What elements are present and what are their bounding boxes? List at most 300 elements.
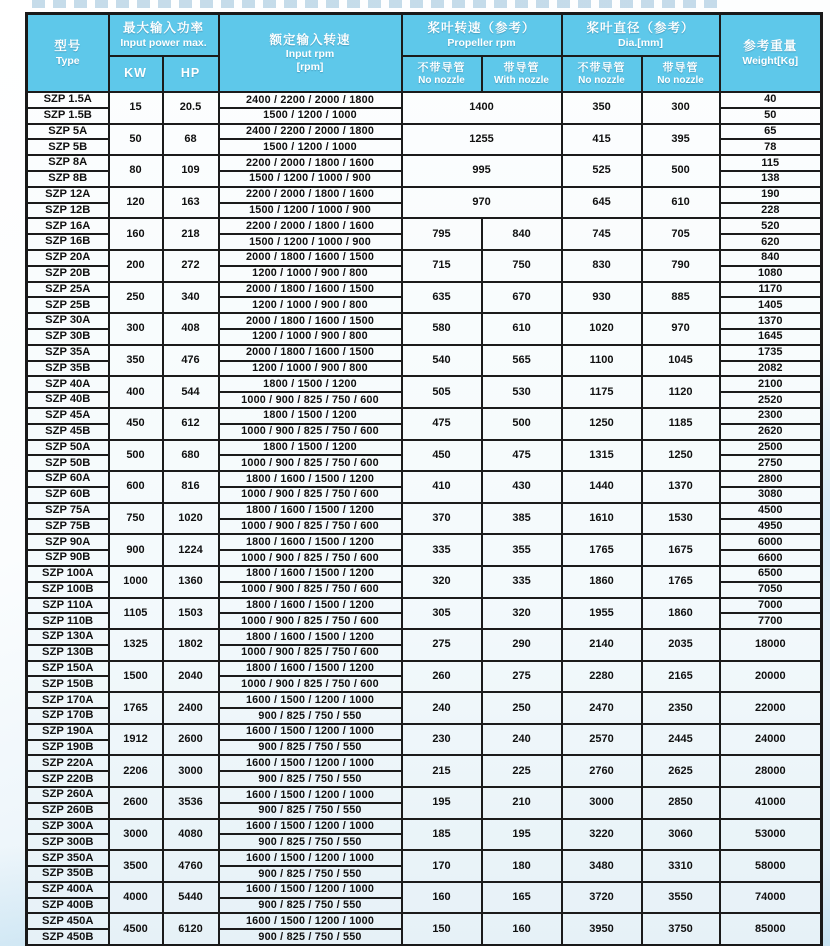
propeller-rpm-with-nozzle-cell: 355 — [482, 534, 562, 566]
type-cell: SZP 20B — [27, 266, 109, 282]
weight-cell: 7700 — [720, 613, 822, 629]
dia-no-nozzle-cell: 745 — [562, 218, 642, 250]
propeller-rpm-no-nozzle-cell: 335 — [402, 534, 482, 566]
col-header-dia — [562, 14, 720, 57]
input-rpm-cell: 2000 / 1800 / 1600 / 1500 — [219, 282, 402, 298]
input-rpm-cell: 1000 / 900 / 825 / 750 / 600 — [219, 455, 402, 471]
type-cell: SZP 5A — [27, 124, 109, 140]
type-cell: SZP 60B — [27, 487, 109, 503]
weight-cell: 18000 — [720, 629, 822, 661]
propeller-rpm-no-nozzle-cell: 305 — [402, 598, 482, 630]
type-cell: SZP 12B — [27, 203, 109, 219]
hp-cell: 6120 — [163, 913, 219, 945]
hp-cell: 5440 — [163, 882, 219, 914]
input-rpm-cell: 1600 / 1500 / 1200 / 1000 — [219, 724, 402, 740]
weight-cell: 2500 — [720, 440, 822, 456]
propeller-rpm-with-nozzle-cell: 530 — [482, 376, 562, 408]
col-header-input-power — [109, 14, 219, 57]
dia-no-nozzle-en: No nozzle — [578, 74, 625, 86]
col-header-type-en: Type — [55, 54, 80, 67]
dia-no-nozzle-cell: 830 — [562, 250, 642, 282]
propeller-no-nozzle-zh: 不带导管 — [417, 61, 466, 74]
input-rpm-cell: 1800 / 1600 / 1500 / 1200 — [219, 534, 402, 550]
dia-no-nozzle-cell: 1020 — [562, 313, 642, 345]
type-cell: SZP 130A — [27, 629, 109, 645]
weight-cell: 3080 — [720, 487, 822, 503]
dia-with-nozzle-cell: 1860 — [642, 598, 720, 630]
input-rpm-cell: 900 / 825 / 750 / 550 — [219, 898, 402, 914]
table-row — [27, 787, 822, 803]
dia-with-nozzle-cell: 1120 — [642, 376, 720, 408]
kw-cell: 3000 — [109, 819, 163, 851]
hp-cell: 272 — [163, 250, 219, 282]
col-header-input-rpm-unit: [rpm] — [296, 60, 324, 73]
input-rpm-cell: 1200 / 1000 / 900 / 800 — [219, 266, 402, 282]
dia-no-nozzle-cell: 415 — [562, 124, 642, 156]
type-cell: SZP 40A — [27, 376, 109, 392]
type-cell: SZP 190B — [27, 740, 109, 756]
input-rpm-cell: 1500 / 1200 / 1000 / 900 — [219, 234, 402, 250]
input-rpm-cell: 1800 / 1600 / 1500 / 1200 — [219, 503, 402, 519]
type-cell: SZP 170B — [27, 708, 109, 724]
hp-cell: 476 — [163, 345, 219, 377]
type-cell: SZP 300B — [27, 834, 109, 850]
input-rpm-cell: 1800 / 1600 / 1500 / 1200 — [219, 598, 402, 614]
weight-cell: 2300 — [720, 408, 822, 424]
table-row — [27, 218, 822, 234]
propeller-rpm-with-nozzle-cell: 160 — [482, 913, 562, 945]
col-header-kw — [109, 56, 163, 92]
weight-cell: 40 — [720, 92, 822, 108]
dia-no-nozzle-cell: 1315 — [562, 440, 642, 472]
propeller-rpm-cell: 970 — [402, 187, 562, 219]
type-cell: SZP 1.5B — [27, 108, 109, 124]
type-cell: SZP 350B — [27, 866, 109, 882]
input-rpm-cell: 1600 / 1500 / 1200 / 1000 — [219, 913, 402, 929]
hp-cell: 4080 — [163, 819, 219, 851]
propeller-rpm-no-nozzle-cell: 185 — [402, 819, 482, 851]
table-row — [27, 882, 822, 898]
input-rpm-cell: 1600 / 1500 / 1200 / 1000 — [219, 819, 402, 835]
weight-cell: 7050 — [720, 582, 822, 598]
type-cell: SZP 100A — [27, 566, 109, 582]
type-cell: SZP 8B — [27, 171, 109, 187]
table-row — [27, 850, 822, 866]
hp-cell: 163 — [163, 187, 219, 219]
type-cell: SZP 16B — [27, 234, 109, 250]
propeller-rpm-with-nozzle-cell: 210 — [482, 787, 562, 819]
propeller-rpm-with-nozzle-cell: 320 — [482, 598, 562, 630]
weight-cell: 2520 — [720, 392, 822, 408]
col-header-input-power-zh: 最大输入功率 — [122, 20, 204, 35]
propeller-rpm-with-nozzle-cell: 750 — [482, 250, 562, 282]
kw-cell: 1000 — [109, 566, 163, 598]
propeller-rpm-cell: 1255 — [402, 124, 562, 156]
dia-with-nozzle-cell: 3310 — [642, 850, 720, 882]
hp-cell: 1360 — [163, 566, 219, 598]
kw-cell: 1765 — [109, 692, 163, 724]
input-rpm-cell: 2000 / 1800 / 1600 / 1500 — [219, 313, 402, 329]
propeller-rpm-with-nozzle-cell: 500 — [482, 408, 562, 440]
type-cell: SZP 130B — [27, 645, 109, 661]
type-cell: SZP 300A — [27, 819, 109, 835]
weight-cell: 115 — [720, 155, 822, 171]
propeller-rpm-with-nozzle-cell: 180 — [482, 850, 562, 882]
propeller-rpm-no-nozzle-cell: 450 — [402, 440, 482, 472]
type-cell: SZP 350A — [27, 850, 109, 866]
weight-cell: 1080 — [720, 266, 822, 282]
propeller-rpm-no-nozzle-cell: 370 — [402, 503, 482, 535]
propeller-with-nozzle-en: With nozzle — [494, 74, 549, 86]
weight-cell: 620 — [720, 234, 822, 250]
cropped-header-text — [32, 0, 722, 8]
propeller-rpm-no-nozzle-cell: 275 — [402, 629, 482, 661]
col-header-weight — [720, 14, 822, 93]
propeller-rpm-no-nozzle-cell: 540 — [402, 345, 482, 377]
hp-cell: 408 — [163, 313, 219, 345]
input-rpm-cell: 2200 / 2000 / 1800 / 1600 — [219, 218, 402, 234]
table-row — [27, 661, 822, 677]
type-cell: SZP 16A — [27, 218, 109, 234]
col-header-propeller-rpm-en: Propeller rpm — [447, 36, 516, 49]
input-rpm-cell: 1800 / 1600 / 1500 / 1200 — [219, 661, 402, 677]
col-header-dia-zh: 桨叶直径（参考） — [586, 20, 695, 35]
col-header-propeller-rpm — [402, 14, 562, 57]
type-cell: SZP 30B — [27, 329, 109, 345]
type-cell: SZP 450B — [27, 929, 109, 945]
input-rpm-cell: 1600 / 1500 / 1200 / 1000 — [219, 692, 402, 708]
weight-cell: 2620 — [720, 424, 822, 440]
type-cell: SZP 5B — [27, 139, 109, 155]
type-cell: SZP 40B — [27, 392, 109, 408]
propeller-rpm-no-nozzle-cell: 580 — [402, 313, 482, 345]
dia-no-nozzle-cell: 3000 — [562, 787, 642, 819]
propeller-rpm-no-nozzle-cell: 635 — [402, 282, 482, 314]
input-rpm-cell: 1000 / 900 / 825 / 750 / 600 — [219, 550, 402, 566]
dia-with-nozzle-en: No nozzle — [657, 74, 704, 86]
kw-cell: 2206 — [109, 755, 163, 787]
input-rpm-cell: 2400 / 2200 / 2000 / 1800 — [219, 124, 402, 140]
kw-cell: 600 — [109, 471, 163, 503]
propeller-rpm-with-nozzle-cell: 225 — [482, 755, 562, 787]
input-rpm-cell: 1600 / 1500 / 1200 / 1000 — [219, 882, 402, 898]
spec-table-body — [27, 92, 822, 946]
weight-cell: 6500 — [720, 566, 822, 582]
input-rpm-cell: 1500 / 1200 / 1000 / 900 — [219, 203, 402, 219]
dia-with-nozzle-cell: 1675 — [642, 534, 720, 566]
table-row — [27, 92, 822, 108]
table-row — [27, 187, 822, 203]
table-row — [27, 724, 822, 740]
kw-cell: 120 — [109, 187, 163, 219]
type-cell: SZP 260B — [27, 803, 109, 819]
kw-cell: 350 — [109, 345, 163, 377]
propeller-rpm-no-nozzle-cell: 150 — [402, 913, 482, 945]
propeller-rpm-with-nozzle-cell: 250 — [482, 692, 562, 724]
propeller-rpm-with-nozzle-cell: 475 — [482, 440, 562, 472]
input-rpm-cell: 1000 / 900 / 825 / 750 / 600 — [219, 582, 402, 598]
kw-cell: 50 — [109, 124, 163, 156]
col-header-input-power-en: Input power max. — [120, 36, 207, 49]
table-row — [27, 124, 822, 140]
weight-cell: 58000 — [720, 850, 822, 882]
dia-with-nozzle-cell: 2445 — [642, 724, 720, 756]
spec-table — [25, 12, 823, 946]
dia-no-nozzle-cell: 350 — [562, 92, 642, 124]
table-row — [27, 313, 822, 329]
dia-with-nozzle-cell: 2350 — [642, 692, 720, 724]
weight-cell: 1645 — [720, 329, 822, 345]
input-rpm-cell: 1500 / 1200 / 1000 — [219, 139, 402, 155]
hp-cell: 1802 — [163, 629, 219, 661]
type-cell: SZP 30A — [27, 313, 109, 329]
weight-cell: 6000 — [720, 534, 822, 550]
input-rpm-cell: 900 / 825 / 750 / 550 — [219, 740, 402, 756]
propeller-rpm-no-nozzle-cell: 475 — [402, 408, 482, 440]
type-cell: SZP 1.5A — [27, 92, 109, 108]
type-cell: SZP 60A — [27, 471, 109, 487]
dia-with-nozzle-cell: 1045 — [642, 345, 720, 377]
weight-cell: 840 — [720, 250, 822, 266]
weight-cell: 41000 — [720, 787, 822, 819]
table-row — [27, 819, 822, 835]
propeller-rpm-with-nozzle-cell: 275 — [482, 661, 562, 693]
input-rpm-cell: 1000 / 900 / 825 / 750 / 600 — [219, 676, 402, 692]
col-header-kw-label: KW — [124, 66, 147, 81]
kw-cell: 450 — [109, 408, 163, 440]
kw-cell: 400 — [109, 376, 163, 408]
table-row — [27, 282, 822, 298]
dia-no-nozzle-cell: 1765 — [562, 534, 642, 566]
kw-cell: 3500 — [109, 850, 163, 882]
dia-with-nozzle-cell: 1765 — [642, 566, 720, 598]
dia-with-nozzle-cell: 3750 — [642, 913, 720, 945]
input-rpm-cell: 1000 / 900 / 825 / 750 / 600 — [219, 645, 402, 661]
weight-cell: 4500 — [720, 503, 822, 519]
input-rpm-cell: 1200 / 1000 / 900 / 800 — [219, 297, 402, 313]
dia-with-nozzle-cell: 1185 — [642, 408, 720, 440]
weight-cell: 520 — [720, 218, 822, 234]
col-header-type — [27, 14, 109, 93]
type-cell: SZP 90B — [27, 550, 109, 566]
propeller-rpm-no-nozzle-cell: 160 — [402, 882, 482, 914]
weight-cell: 24000 — [720, 724, 822, 756]
hp-cell: 340 — [163, 282, 219, 314]
propeller-rpm-with-nozzle-cell: 385 — [482, 503, 562, 535]
col-header-dia-no-nozzle — [562, 56, 642, 92]
col-header-input-rpm — [219, 14, 402, 93]
kw-cell: 250 — [109, 282, 163, 314]
dia-no-nozzle-cell: 3720 — [562, 882, 642, 914]
table-row — [27, 629, 822, 645]
table-row — [27, 598, 822, 614]
input-rpm-cell: 1200 / 1000 / 900 / 800 — [219, 361, 402, 377]
col-header-weight-zh: 参考重量 — [743, 38, 798, 53]
col-header-input-rpm-zh: 额定输入转速 — [269, 32, 351, 47]
col-header-hp — [163, 56, 219, 92]
kw-cell: 4500 — [109, 913, 163, 945]
kw-cell: 500 — [109, 440, 163, 472]
table-row — [27, 913, 822, 929]
weight-cell: 78 — [720, 139, 822, 155]
table-row — [27, 503, 822, 519]
kw-cell: 1500 — [109, 661, 163, 693]
dia-no-nozzle-cell: 1440 — [562, 471, 642, 503]
kw-cell: 1325 — [109, 629, 163, 661]
dia-no-nozzle-cell: 645 — [562, 187, 642, 219]
input-rpm-cell: 900 / 825 / 750 / 550 — [219, 708, 402, 724]
type-cell: SZP 150A — [27, 661, 109, 677]
propeller-rpm-no-nozzle-cell: 795 — [402, 218, 482, 250]
input-rpm-cell: 900 / 825 / 750 / 550 — [219, 834, 402, 850]
input-rpm-cell: 900 / 825 / 750 / 550 — [219, 803, 402, 819]
weight-cell: 4950 — [720, 519, 822, 535]
dia-with-nozzle-cell: 1530 — [642, 503, 720, 535]
type-cell: SZP 100B — [27, 582, 109, 598]
dia-no-nozzle-cell: 1175 — [562, 376, 642, 408]
propeller-rpm-no-nozzle-cell: 240 — [402, 692, 482, 724]
hp-cell: 2400 — [163, 692, 219, 724]
dia-no-nozzle-cell: 1955 — [562, 598, 642, 630]
dia-with-nozzle-cell: 610 — [642, 187, 720, 219]
input-rpm-cell: 1500 / 1200 / 1000 — [219, 108, 402, 124]
col-header-type-zh: 型号 — [54, 38, 82, 53]
kw-cell: 2600 — [109, 787, 163, 819]
hp-cell: 612 — [163, 408, 219, 440]
propeller-rpm-no-nozzle-cell: 230 — [402, 724, 482, 756]
hp-cell: 1503 — [163, 598, 219, 630]
type-cell: SZP 170A — [27, 692, 109, 708]
hp-cell: 680 — [163, 440, 219, 472]
table-row — [27, 692, 822, 708]
input-rpm-cell: 1000 / 900 / 825 / 750 / 600 — [219, 424, 402, 440]
weight-cell: 228 — [720, 203, 822, 219]
table-row — [27, 345, 822, 361]
type-cell: SZP 450A — [27, 913, 109, 929]
propeller-rpm-cell: 1400 — [402, 92, 562, 124]
input-rpm-cell: 1000 / 900 / 825 / 750 / 600 — [219, 519, 402, 535]
propeller-rpm-no-nozzle-cell: 195 — [402, 787, 482, 819]
col-header-hp-label: HP — [180, 66, 201, 81]
propeller-rpm-with-nozzle-cell: 195 — [482, 819, 562, 851]
propeller-rpm-no-nozzle-cell: 715 — [402, 250, 482, 282]
input-rpm-cell: 900 / 825 / 750 / 550 — [219, 929, 402, 945]
type-cell: SZP 50B — [27, 455, 109, 471]
weight-cell: 28000 — [720, 755, 822, 787]
weight-cell: 2100 — [720, 376, 822, 392]
input-rpm-cell: 1800 / 1600 / 1500 / 1200 — [219, 471, 402, 487]
type-cell: SZP 220A — [27, 755, 109, 771]
hp-cell: 2040 — [163, 661, 219, 693]
propeller-rpm-no-nozzle-cell: 320 — [402, 566, 482, 598]
dia-with-nozzle-cell: 3060 — [642, 819, 720, 851]
kw-cell: 200 — [109, 250, 163, 282]
hp-cell: 544 — [163, 376, 219, 408]
propeller-rpm-with-nozzle-cell: 430 — [482, 471, 562, 503]
input-rpm-cell: 900 / 825 / 750 / 550 — [219, 866, 402, 882]
col-header-propeller-with-nozzle — [482, 56, 562, 92]
type-cell: SZP 190A — [27, 724, 109, 740]
type-cell: SZP 45B — [27, 424, 109, 440]
weight-cell: 50 — [720, 108, 822, 124]
dia-with-nozzle-cell: 705 — [642, 218, 720, 250]
type-cell: SZP 400A — [27, 882, 109, 898]
weight-cell: 22000 — [720, 692, 822, 724]
dia-no-nozzle-cell: 1250 — [562, 408, 642, 440]
propeller-rpm-with-nozzle-cell: 165 — [482, 882, 562, 914]
dia-no-nozzle-cell: 2470 — [562, 692, 642, 724]
kw-cell: 160 — [109, 218, 163, 250]
dia-no-nozzle-cell: 930 — [562, 282, 642, 314]
weight-cell: 1735 — [720, 345, 822, 361]
table-row — [27, 471, 822, 487]
input-rpm-cell: 1800 / 1500 / 1200 — [219, 440, 402, 456]
type-cell: SZP 25A — [27, 282, 109, 298]
hp-cell: 4760 — [163, 850, 219, 882]
propeller-rpm-with-nozzle-cell: 670 — [482, 282, 562, 314]
dia-with-nozzle-cell: 885 — [642, 282, 720, 314]
weight-cell: 2750 — [720, 455, 822, 471]
input-rpm-cell: 1600 / 1500 / 1200 / 1000 — [219, 787, 402, 803]
table-row — [27, 408, 822, 424]
dia-with-nozzle-zh: 带导管 — [662, 61, 699, 74]
propeller-rpm-with-nozzle-cell: 565 — [482, 345, 562, 377]
dia-no-nozzle-cell: 3950 — [562, 913, 642, 945]
col-header-weight-en: Weight[Kg] — [742, 54, 799, 67]
type-cell: SZP 12A — [27, 187, 109, 203]
type-cell: SZP 75A — [27, 503, 109, 519]
table-row — [27, 376, 822, 392]
weight-cell: 53000 — [720, 819, 822, 851]
propeller-with-nozzle-zh: 带导管 — [503, 61, 540, 74]
dia-with-nozzle-cell: 2625 — [642, 755, 720, 787]
type-cell: SZP 75B — [27, 519, 109, 535]
type-cell: SZP 35A — [27, 345, 109, 361]
dia-with-nozzle-cell: 1250 — [642, 440, 720, 472]
weight-cell: 190 — [720, 187, 822, 203]
hp-cell: 20.5 — [163, 92, 219, 124]
table-row — [27, 440, 822, 456]
type-cell: SZP 260A — [27, 787, 109, 803]
weight-cell: 7000 — [720, 598, 822, 614]
hp-cell: 2600 — [163, 724, 219, 756]
weight-cell: 6600 — [720, 550, 822, 566]
type-cell: SZP 45A — [27, 408, 109, 424]
dia-no-nozzle-cell: 2570 — [562, 724, 642, 756]
col-header-input-rpm-en: Input rpm — [285, 48, 335, 61]
input-rpm-cell: 2200 / 2000 / 1800 / 1600 — [219, 187, 402, 203]
type-cell: SZP 20A — [27, 250, 109, 266]
kw-cell: 900 — [109, 534, 163, 566]
propeller-rpm-no-nozzle-cell: 410 — [402, 471, 482, 503]
type-cell: SZP 150B — [27, 676, 109, 692]
input-rpm-cell: 1600 / 1500 / 1200 / 1000 — [219, 755, 402, 771]
input-rpm-cell: 2000 / 1800 / 1600 / 1500 — [219, 345, 402, 361]
dia-no-nozzle-cell: 2140 — [562, 629, 642, 661]
type-cell: SZP 220B — [27, 771, 109, 787]
propeller-rpm-cell: 995 — [402, 155, 562, 187]
weight-cell: 138 — [720, 171, 822, 187]
input-rpm-cell: 2200 / 2000 / 1800 / 1600 — [219, 155, 402, 171]
dia-with-nozzle-cell: 395 — [642, 124, 720, 156]
col-header-dia-en: Dia.[mm] — [618, 36, 663, 49]
kw-cell: 1912 — [109, 724, 163, 756]
dia-with-nozzle-cell: 2850 — [642, 787, 720, 819]
dia-no-nozzle-cell: 3480 — [562, 850, 642, 882]
propeller-rpm-no-nozzle-cell: 215 — [402, 755, 482, 787]
type-cell: SZP 25B — [27, 297, 109, 313]
hp-cell: 3000 — [163, 755, 219, 787]
